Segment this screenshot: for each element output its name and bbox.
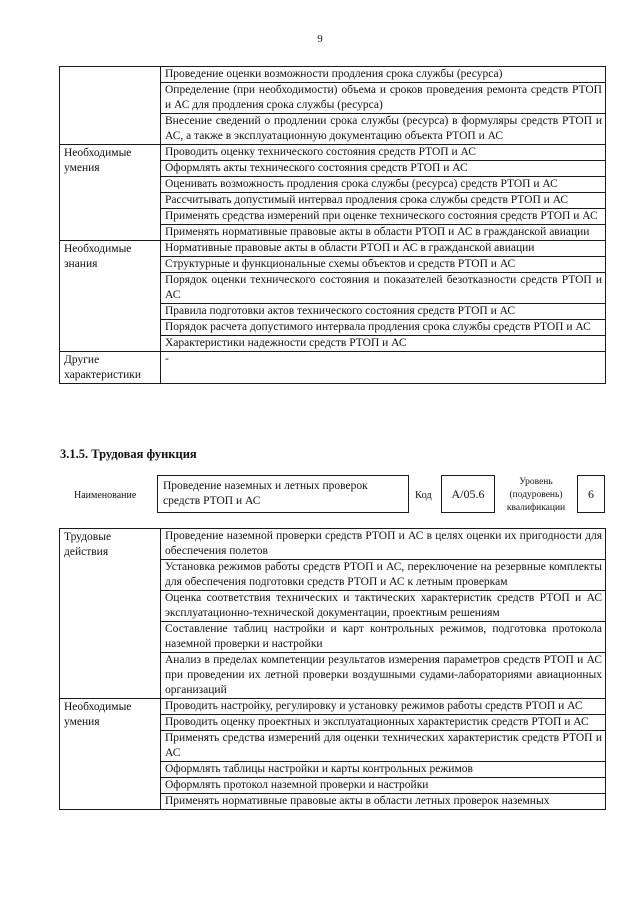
row-item: Проведение наземной проверки средств РТОП и АС в целях оценки их пригодности для обеспечения полетов <box>161 529 606 560</box>
row-category <box>60 67 161 145</box>
row-category: Необходимые умения <box>60 145 161 241</box>
page-number: 9 <box>317 33 323 45</box>
row-item: Правила подготовки актов технического состояния средств РТОП и АС <box>161 304 606 320</box>
row-item: - <box>161 352 606 384</box>
row-item: Проводить оценку технического состояния средств РТОП и АС <box>161 145 606 161</box>
row-item: Определение (при необходимости) объема и сроков проведения ремонта средств РТОП и АС для продления срока службы (ресурса) <box>161 83 606 114</box>
row-item: Оформлять таблицы настройки и карты контрольных режимов <box>161 762 606 778</box>
table-row <box>60 352 606 384</box>
row-item: Применять средства измерений для оценки технических характеристик средств РТОП и АС <box>161 731 606 762</box>
function-code-label: Код <box>415 490 432 501</box>
row-item: Оценка соответствия технических и тактических характеристик средств РТОП и АС эксплуатационно-технической документации, проектным решениям <box>161 591 606 622</box>
row-item: Порядок оценки технического состояния и показателей безотказности средств РТОП и АС <box>161 273 606 304</box>
row-item: Рассчитывать допустимый интервал продления срока службы средств РТОП и АС <box>161 193 606 209</box>
row-item: Проводить настройку, регулировку и установку режимов работы средств РТОП и АС <box>161 699 606 715</box>
row-category: Трудовые действия <box>60 529 161 699</box>
row-item: Составление таблиц настройки и карт контрольных режимов, подготовка протокола наземной проверки и настройки <box>161 622 606 653</box>
row-item: Проведение оценки возможности продления срока службы (ресурса) <box>161 67 606 83</box>
table-row <box>60 67 606 83</box>
row-item: Оценивать возможность продления срока службы (ресурса) средств РТОП и АС <box>161 177 606 193</box>
table-row <box>60 145 606 161</box>
row-item: Оформлять акты технического состояния средств РТОП и АС <box>161 161 606 177</box>
row-category: Другие характеристики <box>60 352 161 384</box>
qualification-level-box: 6 <box>577 475 605 513</box>
row-item: Установка режимов работы средств РТОП и АС, переключение на резервные комплекты для обеспечения подготовки средств РТОП и АС к летным проверкам <box>161 560 606 591</box>
labor-function-header <box>0 472 640 520</box>
row-category: Необходимые умения <box>60 699 161 810</box>
row-item: Порядок расчета допустимого интервала продления срока службы средств РТОП и АС <box>161 320 606 336</box>
row-item: Анализ в пределах компетенции результатов измерения параметров средств РТОП и АС при проведении их летной проверки воздушными судами-лабораториями авиационных организаций <box>161 653 606 699</box>
row-category: Необходимые знания <box>60 241 161 352</box>
labor-function-table <box>59 528 606 810</box>
competency-table <box>59 66 606 384</box>
row-item: Внесение сведений о продлении срока службы (ресурса) в формуляры средств РТОП и АС, а также в эксплуатационную документацию объекта РТОП и АС <box>161 114 606 145</box>
function-code-box: A/05.6 <box>441 475 495 513</box>
row-item: Нормативные правовые акты в области РТОП и АС в гражданской авиации <box>161 241 606 257</box>
table-row <box>60 699 606 715</box>
row-item: Проводить оценку проектных и эксплуатационных характеристик средств РТОП и АС <box>161 715 606 731</box>
function-name-label: Наименование <box>74 490 137 501</box>
competency-table-body <box>60 67 606 384</box>
row-item: Применять нормативные правовые акты в области РТОП и АС в гражданской авиации <box>161 225 606 241</box>
row-item: Оформлять протокол наземной проверки и настройки <box>161 778 606 794</box>
table-row <box>60 241 606 257</box>
row-item: Применять средства измерений при оценке технического состояния средств РТОП и АС <box>161 209 606 225</box>
row-item: Применять нормативные правовые акты в области летных проверок наземных <box>161 794 606 810</box>
section-heading: 3.1.5. Трудовая функция <box>60 447 197 461</box>
labor-function-table-body <box>60 529 606 810</box>
function-name-box: Проведение наземных и летных проверок средств РТОП и АС <box>157 475 409 513</box>
row-item: Характеристики надежности средств РТОП и АС <box>161 336 606 352</box>
table-row <box>60 529 606 560</box>
qualification-level-label: Уровень (подуровень) квалификации <box>506 477 566 513</box>
row-item: Структурные и функциональные схемы объектов и средств РТОП и АС <box>161 257 606 273</box>
